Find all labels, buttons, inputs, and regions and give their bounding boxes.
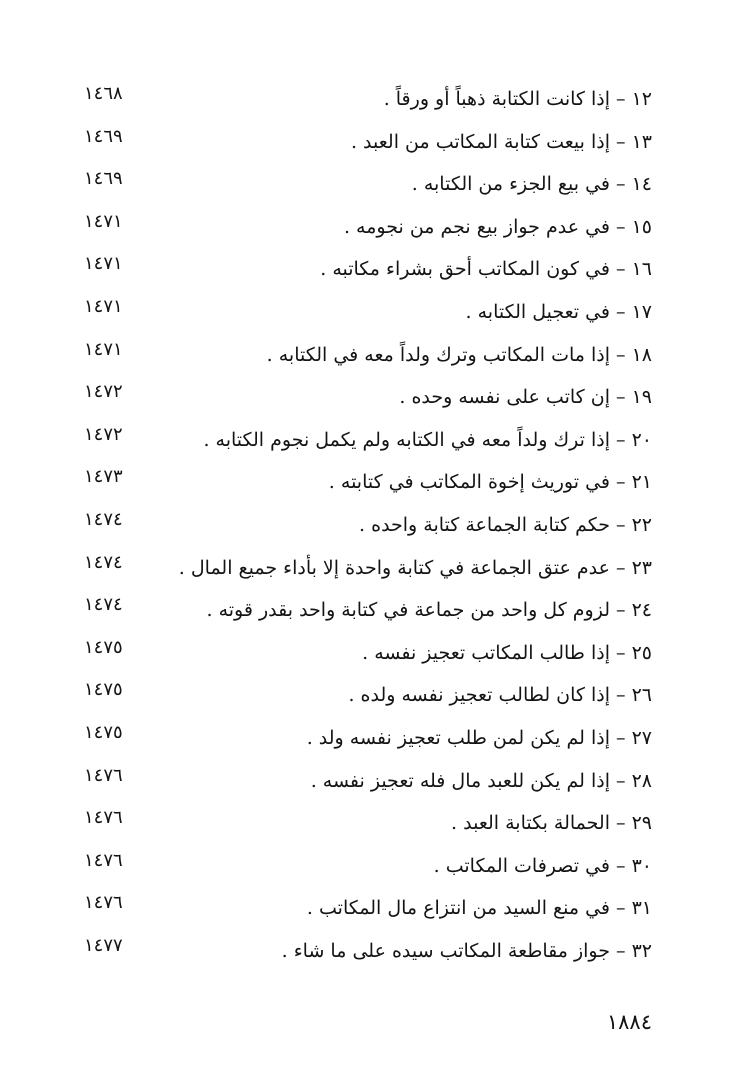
toc-entry-title: ١٥ – في عدم جواز بيع نجم من نجومه . xyxy=(343,215,652,238)
toc-page-number: ١٤٧٥ xyxy=(84,721,123,743)
toc-page-number: ١٤٧٤ xyxy=(84,594,123,616)
toc-page-number: ١٤٧٦ xyxy=(84,764,123,786)
toc-entry-title: ١٩ – إن كاتب على نفسه وحده . xyxy=(399,386,652,409)
toc-page-number: ١٤٧٢ xyxy=(84,381,123,403)
toc-entry-title: ٣١ – في منع السيد من انتزاع مال المكاتب . xyxy=(306,897,652,920)
toc-page-number: ١٤٧٦ xyxy=(84,807,123,829)
toc-entry-title: ٣٢ – جواز مقاطعة المكاتب سيده على ما شاء . xyxy=(281,939,652,962)
toc-row xyxy=(0,630,754,673)
page-folio-number: ١٨٨٤ xyxy=(606,1010,652,1034)
toc-entry-title: ٢٩ – الحمالة بكتابة العبد . xyxy=(451,812,652,835)
toc-page-number: ١٤٧٦ xyxy=(84,892,123,914)
toc-page-number: ١٤٧١ xyxy=(84,338,123,360)
toc-entry-title: ٢٦ – إذا كان لطالب تعجيز نفسه ولده . xyxy=(348,684,652,707)
toc-row xyxy=(0,843,754,886)
toc-page-number: ١٤٧٥ xyxy=(84,636,123,658)
toc-row xyxy=(0,204,754,247)
toc-entry-title: ٢٣ – عدم عتق الجماعة في كتابة واحدة إلا بأداء جميع المال . xyxy=(178,556,652,579)
toc-page-number: ١٤٦٩ xyxy=(84,168,123,190)
toc-page-number: ١٤٧٦ xyxy=(84,849,123,871)
toc-page-number: ١٤٧٧ xyxy=(84,934,123,956)
toc-page-number: ١٤٧١ xyxy=(84,253,123,275)
toc-row xyxy=(0,246,754,289)
table-of-contents xyxy=(0,76,754,970)
toc-row xyxy=(0,928,754,971)
toc-entry-title: ١٦ – في كون المكاتب أحق بشراء مكاتبه . xyxy=(320,258,652,281)
toc-page-number: ١٤٦٩ xyxy=(84,125,123,147)
toc-row xyxy=(0,545,754,588)
toc-page-number: ١٤٧٤ xyxy=(84,508,123,530)
toc-row xyxy=(0,289,754,332)
toc-row xyxy=(0,417,754,460)
toc-page-number: ١٤٦٨ xyxy=(84,83,123,104)
toc-row xyxy=(0,76,754,119)
toc-row xyxy=(0,885,754,928)
toc-entry-title: ٢٤ – لزوم كل واحد من جماعة في كتابة واحد بقدر قوته . xyxy=(206,599,652,622)
toc-entry-title: ١٨ – إذا مات المكاتب وترك ولداً معه في الكتابه . xyxy=(266,343,652,366)
toc-page-number: ١٤٧٣ xyxy=(84,466,123,488)
toc-row xyxy=(0,715,754,758)
toc-page-number: ١٤٧٤ xyxy=(84,551,123,573)
toc-page-number: ١٤٧١ xyxy=(84,295,123,317)
toc-entry-title: ١٣ – إذا بيعت كتابة المكاتب من العبد . xyxy=(350,130,652,153)
toc-row xyxy=(0,374,754,417)
toc-entry-title: ٢٠ – إذا ترك ولداً معه في الكتابه ولم يكمل نجوم الكتابه . xyxy=(203,428,652,451)
toc-page-number: ١٤٧٥ xyxy=(84,679,123,701)
toc-row xyxy=(0,800,754,843)
toc-row xyxy=(0,332,754,375)
toc-entry-title: ٢٧ – إذا لم يكن لمن طلب تعجيز نفسه ولد . xyxy=(306,726,652,749)
toc-entry-title: ٢٢ – حكم كتابة الجماعة كتابة واحده . xyxy=(359,513,652,536)
toc-row xyxy=(0,758,754,801)
toc-row xyxy=(0,502,754,545)
toc-entry-title: ٢٥ – إذا طالب المكاتب تعجيز نفسه . xyxy=(362,641,652,664)
toc-row xyxy=(0,672,754,715)
toc-row xyxy=(0,459,754,502)
toc-row xyxy=(0,119,754,162)
toc-page-number: ١٤٧١ xyxy=(84,210,123,232)
toc-page-number: ١٤٧٢ xyxy=(84,423,123,445)
toc-entry-title: ١٧ – في تعجيل الكتابه . xyxy=(465,300,652,323)
toc-entry-title: ١٢ – إذا كانت الكتابة ذهباً أو ورقاً . xyxy=(383,88,652,110)
toc-entry-title: ٢١ – في توريث إخوة المكاتب في كتابته . xyxy=(328,471,652,494)
toc-entry-title: ٢٨ – إذا لم يكن للعبد مال فله تعجيز نفسه . xyxy=(310,769,652,792)
toc-entry-title: ١٤ – في بيع الجزء من الكتابه . xyxy=(411,173,652,196)
toc-entry-title: ٣٠ – في تصرفات المكاتب . xyxy=(433,854,652,877)
toc-row xyxy=(0,161,754,204)
toc-row xyxy=(0,587,754,630)
